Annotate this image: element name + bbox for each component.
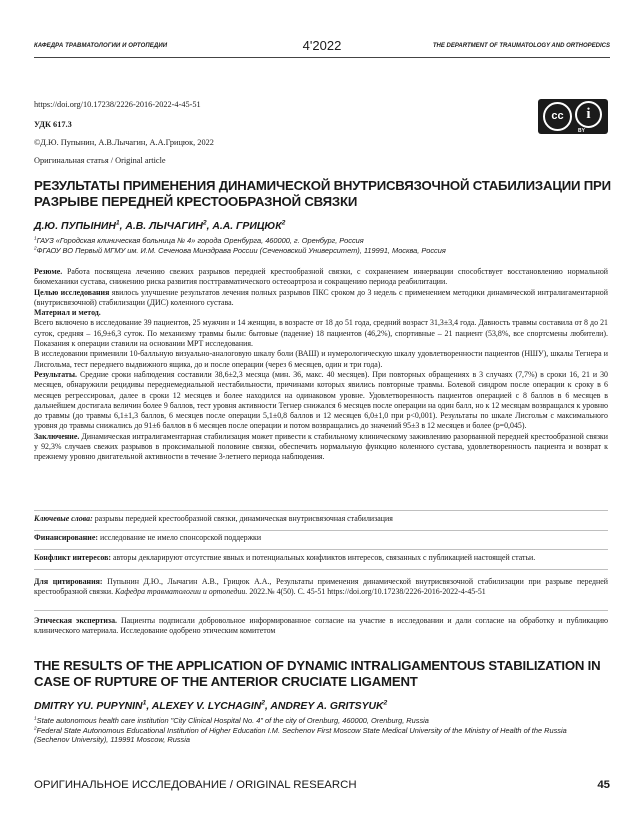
author-1-aff: 1: [115, 219, 120, 227]
cc-by-license-badge[interactable]: [538, 99, 608, 134]
affiliation-2: $^2$Federal State Autonomous Educational Institution of Higher Education I.M. Sechenov First Moscow State Medical University of the Ministry of Health of the Russia (Sechenov University), 119991 Moscow, Russia: [34, 725, 567, 745]
by-label: BY: [578, 128, 585, 134]
page-number: 45: [597, 779, 610, 791]
authors-en: DMITRY YU. PUPYNIN$^1$, ALEXEY V. LYCHAGIN$^2$, ANDREY A. GRITSYUK$^2$: [34, 699, 388, 712]
doi-link[interactable]: https://doi.org/10.17238/2226-2016-2022-4-45-51: [34, 100, 201, 109]
author-1: Д.Ю. ПУПЫНИН: [34, 221, 116, 232]
affiliations-ru: [34, 236, 604, 255]
running-header: [34, 40, 610, 56]
author-3-aff: 2: [383, 699, 388, 707]
article-type: Оригинальная статья / Original article: [34, 156, 166, 165]
author-1-aff: 1: [142, 699, 147, 707]
author-1: DMITRY YU. PUPYNIN: [34, 701, 143, 712]
footer-section: ОРИГИНАЛЬНОЕ ИССЛЕДОВАНИЕ / ORIGINAL RESEARCH: [34, 779, 357, 791]
divider: [34, 610, 608, 611]
abstract-ru: [34, 267, 608, 463]
affiliations-en: [34, 716, 604, 745]
header-journal-ru: КАФЕДРА ТРАВМАТОЛОГИИ И ОРТОПЕДИИ: [34, 43, 168, 49]
author-3: ANDREY A. GRITSYUK: [270, 701, 384, 712]
abstract-methods-1: Всего включено в исследование 39 пациентов, 25 мужчин и 14 женщин, в возрасте от 18 до 51 года, средний возраст 31,3±3,4 года. Давность травмы составила от 8 до 21 суток, средняя – 16,9±6,3 суток. По механизму травмы были: бытовые (падение) 18 пациентов (46,2%), спортивные – 21 пациент (53,8%, все спортсмены любители). Показания к операции ставили на основании МРТ исследования.: [34, 318, 608, 349]
conflict-of-interest: Конфликт интересов: авторы декларируют отсутствие явных и потенциальных конфликтов интересов, связанных с публикацией настоящей статьи.: [34, 553, 536, 562]
affiliation-2: $^2$ФГАОУ ВО Первый МГМУ им. И.М. Сеченова Минздрава России (Сеченовский Университет), 119991, Москва, Россия: [34, 245, 446, 255]
abstract-results: Результаты. Средние сроки наблюдения составили 38,6±2,3 месяца (мин. 36, макс. 40 месяцев). При повторных обращениях в 3 случаях (7,7%) в сроки 16, 21 и 30 месяцев, обнаружили рецидивы переднемедиальной нестабильности, причинами которых явились повторные травмы. Болевой синдром после операции к сроку в 6 месяцев регрессировал, далее в сроки 12 месяцев и более находился на одинаковом уровне. Удовлетворенность пациентов операцией с 8 баллов в 6 месяцев в дальнейшем достигала величин более 9 баллов, тест уровня активности Тегнер снижался 6 месяцев после операции на один балл, но к 12 месяцам возвращался к уровню до травмы (до травмы 6,1±1,3 баллов, 6 месяцев после операции 5,1±0,8 баллов и 12 месяцев 6,0±1,0 при p<0,001). Результаты по шкале Лисгольм с максимального уровня до травмы снижались до 91±6 баллов в 6 месяцев после операции и потом возвращались до значений 95±3 в 12 месяцев и более (p=0,045).: [34, 369, 608, 431]
title-ru: РЕЗУЛЬТАТЫ ПРИМЕНЕНИЯ ДИНАМИЧЕСКОЙ ВНУТРИСВЯЗОЧНОЙ СТАБИЛИЗАЦИИ ПРИ РАЗРЫВЕ ПЕРЕДНЕЙ КРЕСТООБРАЗНОЙ СВЯЗКИ: [34, 178, 611, 209]
funding: Финансирование: исследование не имело спонсорской поддержки: [34, 533, 262, 542]
keywords: Ключевые слова: разрывы передней крестообразной связки, динамическая внутрисвязочная стабилизация: [34, 514, 393, 523]
abstract-methods-label: Материал и метод.: [34, 308, 101, 318]
abstract-methods-2: В исследовании применили 10-балльную визуально-аналоговую шкалу боли (ВАШ) и нумерологическую шкалу удовлетворенности пациентов (НШУ), шкалы Тегнера и Лисгольма, тест переднего выдвижного ящика, до и после операции (через 6 месяцев, один и три года).: [34, 349, 608, 369]
header-journal-en: THE DEPARTMENT OF TRAUMATOLOGY AND ORTHOPEDICS: [432, 43, 610, 49]
udc: УДК 617.3: [34, 120, 72, 129]
divider: [34, 569, 608, 570]
author-3-aff: 2: [281, 219, 286, 227]
abstract-conclusion: Заключение. Динамическая интралигаментарная стабилизация может привести к стабильному клиническому заживлению разорванной передней крестообразной связки у 92,3% случаев свежих разрывов в проксимальной половине связки, обеспечить нормальную функцию коленного сустава, удовлетворенность пациента и возврат к прежнему уровню двигательной активности в течение 3-летнего периода наблюдения.: [34, 431, 608, 462]
header-issue: 4'2022: [302, 38, 342, 53]
author-2-aff: 2: [261, 699, 265, 707]
author-3: А.А. ГРИЦЮК: [212, 221, 282, 232]
author-2: ALEXEY V. LYCHAGIN: [151, 701, 262, 712]
divider: [34, 510, 608, 511]
attribution-icon: i: [575, 101, 602, 128]
copyright: ©Д.Ю. Пупынин, А.В.Лычагин, А.А.Грицюк, 2022: [34, 138, 214, 147]
affiliation-1: $^1$State autonomous health care institution "City Clinical Hospital No. 4" of the city of Orenburg, 460000, Orenburg, Russia: [34, 716, 429, 725]
title-en: THE RESULTS OF THE APPLICATION OF DYNAMIC INTRALIGAMENTOUS STABILIZATION IN CASE OF RUPTURE OF THE ANTERIOR CRUCIATE LIGAMENT: [34, 658, 601, 689]
divider: [34, 530, 608, 531]
cc-icon: cc: [543, 102, 572, 131]
abstract-aim: Целью исследования явилось улучшение результатов лечения полных разрывов ПКС сроком до 3 недель с применением методики динамической интралигаментарной (внутрисвязочной) стабилизации (ДИС) коленного сустава.: [34, 287, 608, 307]
ethics: Этическая экспертиза. Пациенты подписали добровольное информированное согласие на участие в исследовании и дали согласие на обработку и публикацию клинического материала. Исследование одобрено этическим комитетом: [34, 616, 608, 636]
abstract-summary: Резюме. Работа посвящена лечению свежих разрывов передней крестообразной связки, с сохранением иннервации способствует восстановлению нормальной биомеханики сустава, снижению риска развития посттравматического остеоартроза и сокращению периода реабилитации.: [34, 267, 608, 287]
divider: [34, 549, 608, 550]
authors-ru: Д.Ю. ПУПЫНИН$^1$, А.В. ЛЫЧАГИН$^2$, А.А. ГРИЦЮК$^2$: [34, 219, 286, 232]
affiliation-1: $^1$ГАУЗ «Городская клиническая больница № 4» города Оренбурга, 460000, г. Оренбург, Россия: [34, 236, 364, 245]
author-2-aff: 2: [202, 219, 207, 227]
header-rule: [34, 57, 610, 58]
author-2: А.В. ЛЫЧАГИН: [125, 221, 203, 232]
citation: Для цитирования: Пупынин Д.Ю., Лычагин А.В., Грицюк А.А., Результаты применения динамической внутрисвязочной стабилизации при разрыве передней крестообразной связки. Кафедра травматологии и ортопедии. 2022.№ 4(50). С. 45-51 https://doi.org/10.17238/2226-2016-2022-4-45-51: [34, 577, 608, 597]
